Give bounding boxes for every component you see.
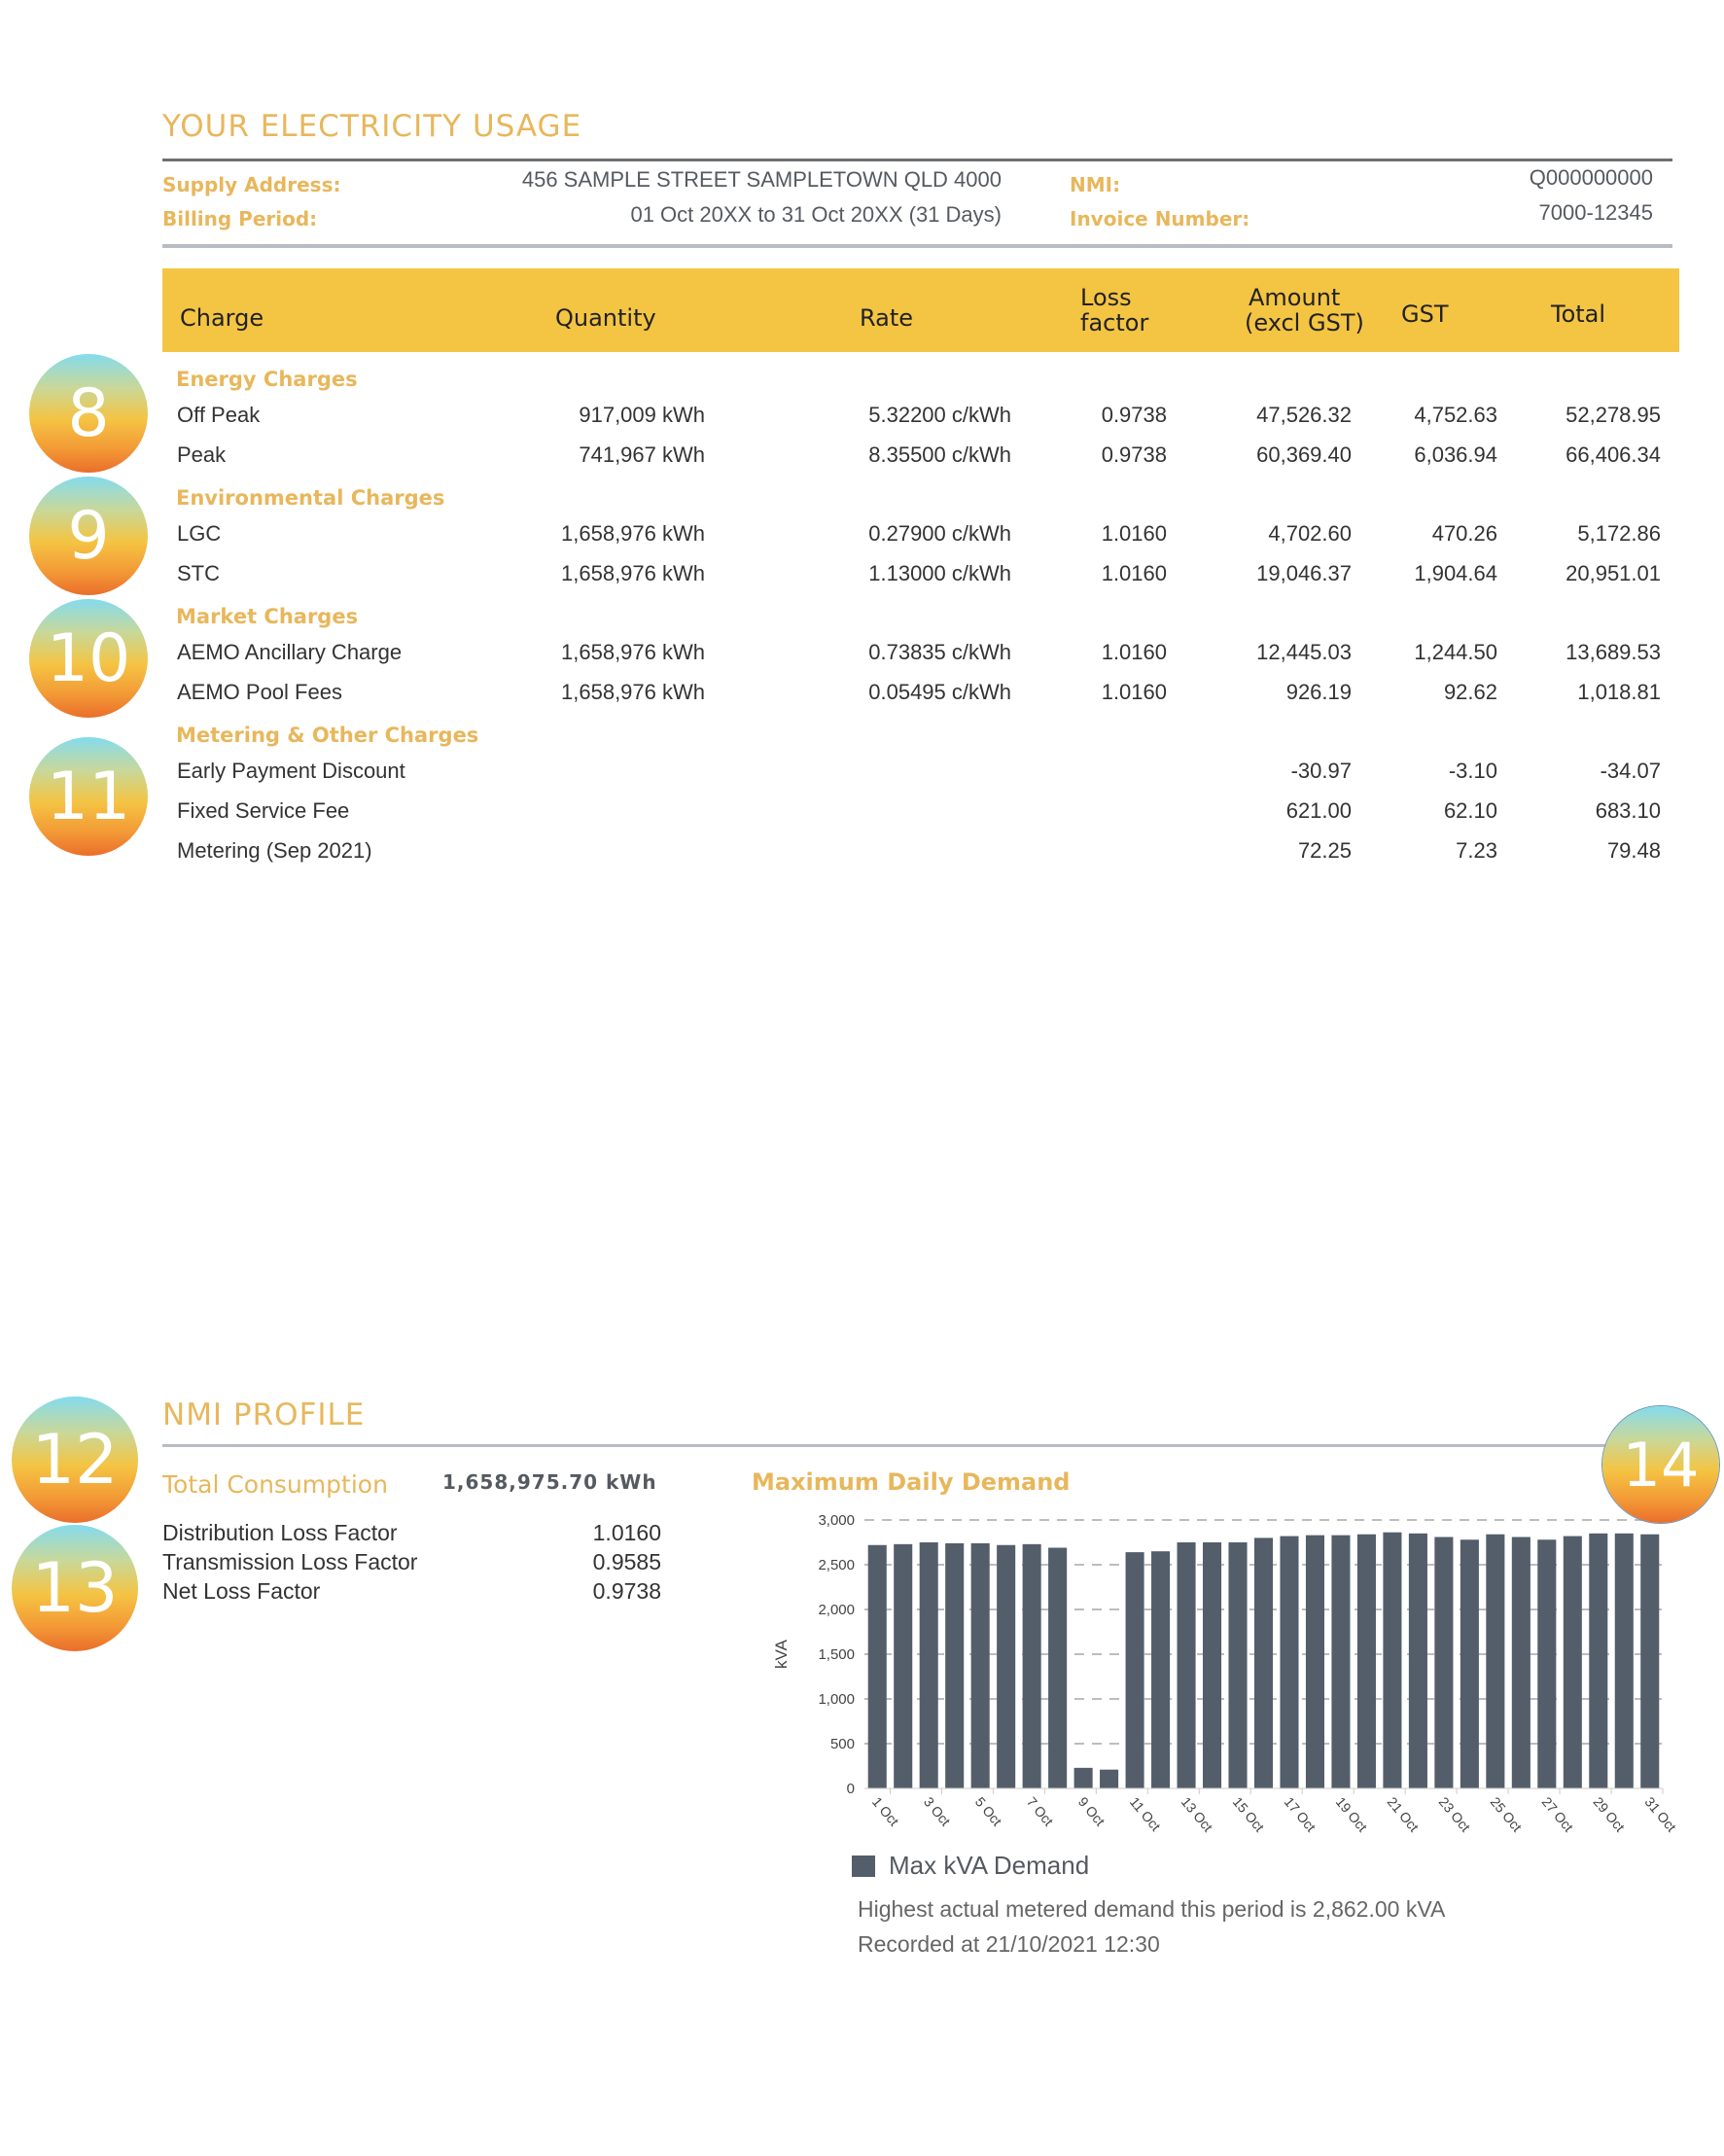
x-tick-label: 21 Oct [1384, 1793, 1423, 1835]
cell-amount: 47,526.32 [1256, 403, 1352, 427]
callout-badge-8: 8 [29, 354, 148, 473]
loss-factor-value: 0.9585 [592, 1549, 661, 1574]
y-tick-label: 500 [829, 1736, 855, 1752]
bar-2-oct [894, 1544, 912, 1788]
loss-factor-value: 1.0160 [592, 1520, 661, 1545]
callout-badge-10: 10 [29, 599, 148, 718]
bar-13-oct [1178, 1542, 1196, 1788]
invoice-number-label: Invoice Number: [1070, 207, 1250, 230]
cell-rate: 0.27900 c/kWh [868, 521, 1011, 546]
nmi-value: Q000000000 [1529, 165, 1653, 190]
bar-24-oct [1460, 1539, 1479, 1788]
x-tick-label: 5 Oct [971, 1793, 1005, 1829]
bar-11-oct [1126, 1552, 1144, 1788]
legend-label: Max kVA Demand [889, 1851, 1090, 1880]
cell-gst: 92.62 [1443, 680, 1497, 704]
bar-3-oct [920, 1542, 938, 1788]
cell-total: 52,278.95 [1566, 403, 1661, 427]
y-tick-label: 2,000 [818, 1602, 855, 1618]
x-tick-label: 1 Oct [868, 1793, 902, 1829]
cell-loss: 0.9738 [1101, 403, 1167, 427]
x-tick-label: 15 Oct [1229, 1793, 1268, 1835]
chart-title: Maximum Daily Demand [752, 1468, 1071, 1496]
header-amount [1245, 285, 1364, 336]
cell-rate: 5.32200 c/kWh [868, 403, 1011, 427]
bar-9-oct [1074, 1768, 1093, 1788]
cell-gst: 4,752.63 [1414, 403, 1497, 427]
cell-amount: 621.00 [1285, 798, 1352, 823]
bar-17-oct [1280, 1537, 1298, 1788]
x-tick-label: 25 Oct [1487, 1793, 1526, 1835]
bar-25-oct [1486, 1535, 1504, 1788]
cell-gst: 470.26 [1431, 521, 1497, 546]
bar-20-oct [1357, 1535, 1376, 1788]
x-tick-label: 27 Oct [1538, 1793, 1577, 1835]
x-tick-label: 31 Oct [1641, 1793, 1680, 1835]
group-label: Energy Charges [176, 368, 358, 391]
cell-charge: STC [177, 561, 220, 585]
header-loss-factor [1080, 285, 1148, 336]
cell-total: 79.48 [1606, 838, 1661, 863]
bar-16-oct [1254, 1537, 1273, 1788]
cell-total: -34.07 [1600, 759, 1661, 783]
bar-26-oct [1512, 1537, 1530, 1788]
bar-14-oct [1203, 1542, 1221, 1788]
header-loss-line1: Loss [1080, 284, 1132, 311]
chart-svg [749, 1488, 1721, 1838]
bar-30-oct [1615, 1534, 1634, 1788]
loss-factor-value: 0.9738 [592, 1578, 661, 1604]
bar-21-oct [1383, 1533, 1401, 1788]
callout-badge-12: 12 [12, 1396, 138, 1523]
cell-gst: 6,036.94 [1414, 442, 1497, 467]
cell-charge: AEMO Ancillary Charge [177, 640, 403, 664]
x-tick-label: 29 Oct [1590, 1793, 1629, 1835]
header-loss-line2: factor [1080, 309, 1149, 336]
usage-section-title: YOUR ELECTRICITY USAGE [162, 109, 582, 144]
cell-quantity: 917,009 kWh [579, 403, 705, 427]
bar-31-oct [1640, 1535, 1659, 1788]
header-quantity: Quantity [555, 304, 656, 332]
header-gst: GST [1401, 300, 1449, 328]
x-tick-label: 9 Oct [1074, 1793, 1108, 1829]
bar-15-oct [1228, 1542, 1247, 1788]
callout-badge-9: 9 [29, 477, 148, 595]
header-rate: Rate [860, 304, 914, 332]
total-consumption-value: 1,658,975.70 kWh [442, 1470, 657, 1494]
usage-bottom-divider [162, 244, 1672, 248]
cell-total: 13,689.53 [1566, 640, 1661, 664]
x-tick-label: 19 Oct [1332, 1793, 1371, 1835]
y-tick-label: 1,500 [818, 1646, 855, 1663]
cell-charge: Metering (Sep 2021) [177, 838, 372, 863]
bar-27-oct [1537, 1539, 1556, 1788]
legend-swatch [852, 1856, 875, 1877]
cell-total: 683.10 [1595, 798, 1661, 823]
bar-5-oct [971, 1543, 990, 1788]
x-tick-label: 23 Oct [1435, 1793, 1474, 1835]
charges-table-header [162, 268, 1679, 352]
y-tick-label: 0 [846, 1781, 855, 1797]
y-tick-label: 1,000 [818, 1691, 855, 1708]
cell-gst: -3.10 [1448, 759, 1497, 783]
cell-quantity: 1,658,976 kWh [561, 640, 705, 664]
cell-rate: 0.73835 c/kWh [868, 640, 1011, 664]
callout-badge-14: 14 [1602, 1406, 1719, 1523]
y-tick-label: 3,000 [818, 1512, 855, 1529]
invoice-number-value: 7000-12345 [1538, 200, 1653, 225]
bar-10-oct [1100, 1770, 1118, 1788]
x-tick-label: 3 Oct [920, 1793, 954, 1829]
cell-amount: 12,445.03 [1256, 640, 1352, 664]
cell-quantity: 741,967 kWh [579, 442, 705, 467]
cell-amount: 926.19 [1285, 680, 1352, 704]
group-label: Market Charges [176, 605, 359, 628]
bar-22-oct [1409, 1534, 1427, 1788]
cell-charge: Fixed Service Fee [177, 798, 350, 823]
header-charge: Charge [180, 304, 264, 332]
group-label: Metering & Other Charges [176, 724, 479, 747]
bar-7-oct [1023, 1544, 1041, 1788]
loss-factor-label: Distribution Loss Factor [162, 1520, 398, 1545]
recorded-at-note: Recorded at 21/10/2021 12:30 [858, 1931, 1160, 1957]
billing-period-value: 01 Oct 20XX to 31 Oct 20XX (31 Days) [630, 202, 1002, 227]
cell-total: 1,018.81 [1577, 680, 1661, 704]
cell-loss: 1.0160 [1101, 640, 1167, 664]
loss-factor-label: Net Loss Factor [162, 1578, 321, 1604]
loss-factor-label: Transmission Loss Factor [162, 1549, 418, 1574]
header-total: Total [1551, 300, 1606, 328]
cell-charge: LGC [177, 521, 222, 546]
highest-demand-note: Highest actual metered demand this period is 2,862.00 kVA [858, 1896, 1446, 1922]
bar-1-oct [868, 1545, 887, 1788]
supply-address-value: 456 SAMPLE STREET SAMPLETOWN QLD 4000 [521, 167, 1002, 192]
cell-gst: 1,904.64 [1414, 561, 1497, 585]
bar-6-oct [997, 1545, 1015, 1788]
y-axis-label: kVA [772, 1640, 791, 1669]
cell-rate: 8.35500 c/kWh [868, 442, 1011, 467]
nmi-label: NMI: [1070, 173, 1121, 196]
usage-top-divider [162, 159, 1672, 161]
bar-4-oct [945, 1543, 964, 1788]
chart-legend [852, 1851, 1089, 1881]
y-tick-label: 2,500 [818, 1557, 855, 1573]
cell-loss: 1.0160 [1101, 561, 1167, 585]
cell-total: 66,406.34 [1566, 442, 1661, 467]
header-amount-line1: Amount [1249, 284, 1341, 311]
group-label: Environmental Charges [176, 486, 445, 510]
cell-loss: 1.0160 [1101, 521, 1167, 546]
header-amount-line2: (excl GST) [1245, 309, 1364, 336]
cell-amount: 4,702.60 [1268, 521, 1352, 546]
billing-period-label: Billing Period: [162, 207, 318, 230]
cell-gst: 62.10 [1443, 798, 1497, 823]
cell-amount: 60,369.40 [1256, 442, 1352, 467]
cell-rate: 0.05495 c/kWh [868, 680, 1011, 704]
x-tick-label: 7 Oct [1023, 1793, 1057, 1829]
nmi-profile-divider [162, 1444, 1670, 1447]
bar-18-oct [1306, 1536, 1324, 1788]
cell-charge: Early Payment Discount [177, 759, 405, 783]
bar-19-oct [1331, 1536, 1350, 1788]
bar-28-oct [1564, 1537, 1582, 1788]
cell-charge: AEMO Pool Fees [177, 680, 342, 704]
cell-charge: Off Peak [177, 403, 261, 427]
callout-badge-13: 13 [12, 1525, 138, 1651]
bar-12-oct [1151, 1551, 1170, 1788]
cell-quantity: 1,658,976 kWh [561, 680, 705, 704]
cell-loss: 0.9738 [1101, 442, 1167, 467]
max-demand-chart [749, 1488, 1721, 1838]
cell-total: 5,172.86 [1577, 521, 1661, 546]
cell-amount: -30.97 [1290, 759, 1352, 783]
cell-quantity: 1,658,976 kWh [561, 561, 705, 585]
cell-rate: 1.13000 c/kWh [868, 561, 1011, 585]
x-tick-label: 13 Oct [1178, 1793, 1216, 1835]
cell-gst: 1,244.50 [1414, 640, 1497, 664]
cell-amount: 72.25 [1297, 838, 1352, 863]
cell-charge: Peak [177, 442, 227, 467]
cell-amount: 19,046.37 [1256, 561, 1352, 585]
bar-29-oct [1589, 1534, 1607, 1788]
total-consumption-label: Total Consumption [162, 1470, 388, 1499]
bar-8-oct [1048, 1548, 1067, 1788]
cell-quantity: 1,658,976 kWh [561, 521, 705, 546]
cell-gst: 7.23 [1456, 838, 1497, 863]
cell-loss: 1.0160 [1101, 680, 1167, 704]
callout-badge-11: 11 [29, 737, 148, 856]
bar-23-oct [1434, 1537, 1453, 1788]
nmi-profile-title: NMI PROFILE [162, 1397, 366, 1432]
x-tick-label: 11 Oct [1126, 1793, 1164, 1834]
x-tick-label: 17 Oct [1281, 1793, 1319, 1835]
cell-total: 20,951.01 [1566, 561, 1661, 585]
supply-address-label: Supply Address: [162, 173, 341, 196]
